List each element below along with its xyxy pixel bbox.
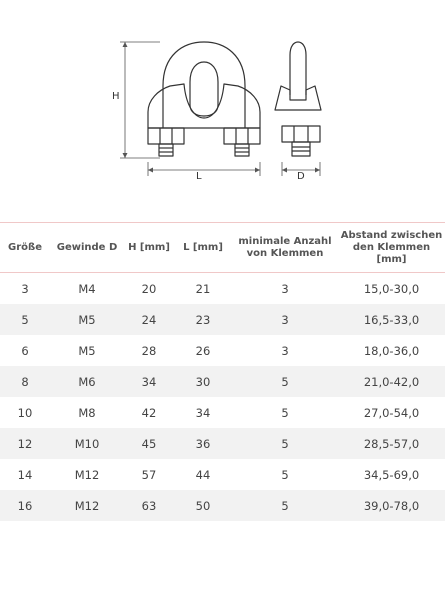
cell-l: 36: [195, 436, 211, 451]
cell-size: 16: [17, 498, 33, 513]
clip-drawing: [0, 0, 445, 200]
cell-thread: M12: [74, 498, 100, 513]
cell-h: 45: [141, 436, 157, 451]
left-nut: [148, 128, 184, 144]
right-nut: [224, 128, 260, 144]
cell-h: 63: [141, 498, 157, 513]
cell-min-clamps: 3: [281, 281, 289, 296]
table-row: [0, 273, 445, 305]
cell-size: 12: [17, 436, 33, 451]
cell-l: 34: [195, 405, 211, 420]
cell-size: 8: [21, 374, 29, 389]
cell-thread: M4: [78, 281, 96, 296]
cell-thread: M5: [78, 343, 96, 358]
left-thread: [159, 144, 173, 156]
cell-size: 3: [21, 281, 29, 296]
table-row: [0, 490, 445, 521]
cell-h: 42: [141, 405, 157, 420]
cell-min-clamps: 5: [281, 498, 289, 513]
cell-l: 50: [195, 498, 211, 513]
cell-h: 20: [141, 281, 157, 296]
cell-clamp-distance: 21,0-42,0: [363, 374, 420, 389]
table-row: [0, 428, 445, 459]
table-row: [0, 397, 445, 428]
side-nut: [282, 126, 320, 142]
cell-clamp-distance: 34,5-69,0: [363, 467, 420, 482]
cell-min-clamps: 5: [281, 436, 289, 451]
cell-thread: M10: [74, 436, 100, 451]
cell-l: 26: [195, 343, 211, 358]
cell-clamp-distance: 16,5-33,0: [363, 312, 420, 327]
cell-clamp-distance: 15,0-30,0: [363, 281, 420, 296]
cell-thread: M8: [78, 405, 96, 420]
cell-size: 14: [17, 467, 33, 482]
cell-min-clamps: 5: [281, 467, 289, 482]
table-row: [0, 335, 445, 366]
cell-clamp-distance: 28,5-57,0: [363, 436, 420, 451]
side-saddle: [275, 86, 321, 110]
h-label: H: [112, 91, 120, 102]
cell-size: 6: [21, 343, 29, 358]
cell-thread: M5: [78, 312, 96, 327]
cell-min-clamps: 3: [281, 312, 289, 327]
cell-l: 21: [195, 281, 211, 296]
saddle-body: [148, 84, 260, 128]
cell-h: 34: [141, 374, 157, 389]
table-row: [0, 366, 445, 397]
cell-min-clamps: 5: [281, 374, 289, 389]
table-row: [0, 459, 445, 490]
cell-min-clamps: 5: [281, 405, 289, 420]
header-clamp-distance: Abstand zwischen den Klemmen [mm]: [340, 229, 443, 265]
u-bolt-inner: [190, 62, 218, 116]
right-thread: [235, 144, 249, 156]
header-thread: Gewinde D: [56, 241, 118, 253]
side-thread: [292, 142, 310, 156]
cell-thread: M6: [78, 374, 96, 389]
d-label: D: [297, 171, 305, 182]
cell-min-clamps: 3: [281, 343, 289, 358]
cell-l: 30: [195, 374, 211, 389]
cell-size: 10: [17, 405, 33, 420]
cell-l: 23: [195, 312, 211, 327]
wire-rope-clip-diagram: [0, 0, 445, 200]
cell-h: 57: [141, 467, 157, 482]
header-l: L [mm]: [183, 241, 223, 253]
cell-clamp-distance: 27,0-54,0: [363, 405, 420, 420]
table-row: [0, 304, 445, 335]
header-min-clamps: minimale Anzahl von Klemmen: [238, 235, 332, 259]
cell-l: 44: [195, 467, 211, 482]
side-u-bolt: [290, 42, 306, 95]
cell-size: 5: [21, 312, 29, 327]
table-header-row: [0, 223, 445, 273]
cell-h: 28: [141, 343, 157, 358]
header-h: H [mm]: [128, 241, 170, 253]
specification-table: [0, 222, 445, 521]
l-label: L: [196, 171, 202, 182]
cell-clamp-distance: 39,0-78,0: [363, 498, 420, 513]
cell-h: 24: [141, 312, 157, 327]
header-size: Größe: [8, 241, 42, 253]
cell-clamp-distance: 18,0-36,0: [363, 343, 420, 358]
cell-thread: M12: [74, 467, 100, 482]
